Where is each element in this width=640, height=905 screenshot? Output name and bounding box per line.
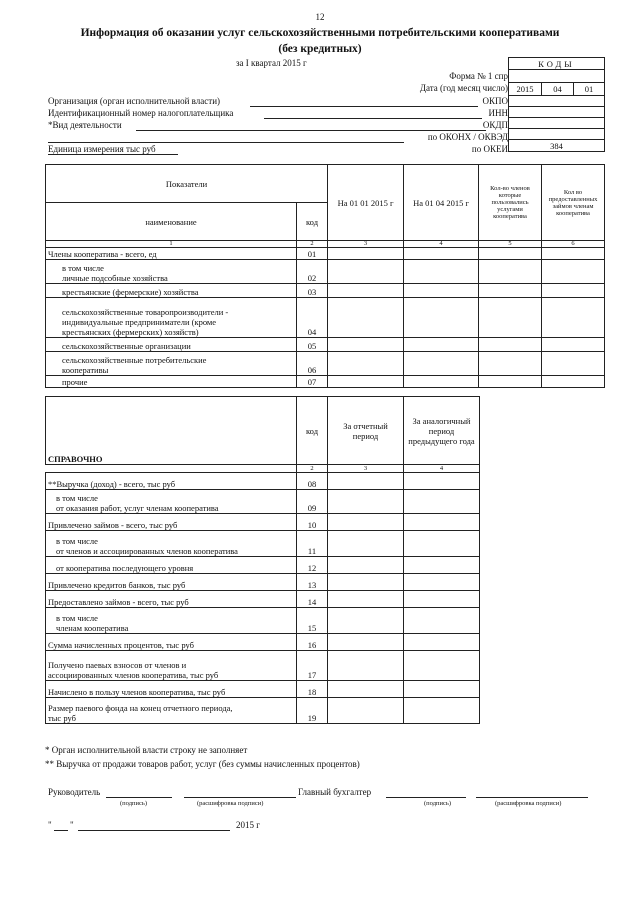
value-cell[interactable] [404, 591, 480, 608]
table-row [46, 473, 480, 490]
head-signature-line[interactable] [106, 797, 172, 798]
row-code: 13 [297, 574, 328, 591]
value-cell[interactable] [479, 284, 542, 298]
value-cell[interactable] [404, 284, 479, 298]
row-name-cont: крестьянских (фермерских) хозяйств) [62, 327, 199, 337]
table-row [46, 591, 480, 608]
row-code: 03 [297, 284, 328, 298]
row-name: Сумма начисленных процентов, тыс руб [46, 634, 297, 651]
value-cell[interactable] [328, 376, 404, 388]
date-quote-close: " [70, 820, 74, 830]
value-cell[interactable] [479, 352, 542, 376]
accountant-signature-line[interactable] [386, 797, 466, 798]
value-cell[interactable] [328, 260, 404, 284]
row-name: **Выручка (доход) - всего, тыс руб [46, 473, 297, 490]
accountant-name-line[interactable] [476, 797, 588, 798]
page-number: 12 [315, 12, 325, 22]
inn-cell[interactable] [509, 107, 605, 118]
members-table [45, 164, 605, 388]
table-row [46, 698, 480, 724]
header-code: код [297, 397, 328, 465]
row-code: 17 [297, 651, 328, 681]
inn-code-label: ИНН [488, 108, 508, 118]
value-cell[interactable] [404, 376, 479, 388]
row-name-cont: членам кооператива [56, 623, 129, 633]
value-cell[interactable] [404, 473, 480, 490]
value-cell[interactable] [328, 531, 404, 557]
value-cell[interactable] [404, 608, 480, 634]
header-name: наименование [46, 203, 297, 241]
table-row [46, 681, 480, 698]
footnote-2: ** Выручка от продажи товаров работ, услуг (без суммы начисленных процентов) [45, 759, 360, 769]
footnote-1: * Орган исполнительной власти строку не заполняет [45, 745, 248, 755]
header-code: код [297, 203, 328, 241]
row-code: 18 [297, 681, 328, 698]
row-code: 08 [297, 473, 328, 490]
table-row [46, 260, 605, 284]
value-cell[interactable] [542, 376, 605, 388]
row-name: Члены кооператива - всего, ед [46, 248, 297, 260]
table-row [46, 531, 480, 557]
row-code: 12 [297, 557, 328, 574]
row-code: 11 [297, 531, 328, 557]
col-num: 4 [404, 241, 479, 248]
row-name: Размер паевого фонда на конец отчетного периода, [48, 703, 233, 713]
header-prev-period: За аналогичный период предыдущего года [404, 397, 480, 465]
sign-caption: (подпись) [120, 800, 147, 807]
reference-table [45, 396, 480, 724]
header-reference: СПРАВОЧНО [46, 397, 297, 465]
value-cell[interactable] [328, 574, 404, 591]
head-name-line[interactable] [184, 797, 296, 798]
col-num: 2 [297, 465, 328, 473]
value-cell[interactable] [328, 352, 404, 376]
row-code: 06 [297, 352, 328, 376]
row-name: сельскохозяйственные товаропроизводители - [62, 307, 229, 317]
value-cell[interactable] [404, 698, 480, 724]
value-cell[interactable] [328, 698, 404, 724]
value-cell[interactable] [479, 248, 542, 260]
value-cell[interactable] [328, 651, 404, 681]
table-row [46, 557, 480, 574]
row-name-cont: личные подсобные хозяйства [62, 273, 168, 283]
row-name: крестьянские (фермерские) хозяйства [46, 284, 297, 298]
table-row [46, 608, 480, 634]
header-loans-count: Кол во предоставленных займов членам кооператива [542, 165, 605, 241]
date-year-label: 2015 г [236, 820, 260, 830]
value-cell[interactable] [404, 338, 479, 352]
col-num: 3 [328, 241, 404, 248]
row-code: 09 [297, 490, 328, 514]
value-cell[interactable] [479, 260, 542, 284]
row-name: сельскохозяйственные потребительские [62, 355, 207, 365]
header-date1: На 01 01 2015 г [328, 165, 404, 241]
decode-caption: (расшифровка подписи) [495, 800, 562, 807]
table-row [46, 352, 605, 376]
head-label: Руководитель [48, 787, 101, 797]
value-cell[interactable] [328, 634, 404, 651]
row-name: в том числе [62, 263, 104, 273]
value-cell[interactable] [542, 352, 605, 376]
value-cell[interactable] [328, 298, 404, 338]
value-cell[interactable] [479, 376, 542, 388]
row-code: 02 [297, 260, 328, 284]
value-cell[interactable] [542, 298, 605, 338]
col-num: 3 [328, 465, 404, 473]
date-label: Дата (год месяц число) [419, 83, 508, 93]
chief-accountant-label: Главный бухгалтер [298, 787, 372, 797]
row-code: 19 [297, 698, 328, 724]
row-name: Предоставлено займов - всего, тыс руб [46, 591, 297, 608]
value-cell[interactable] [404, 557, 480, 574]
row-name-cont: индивидуальные предприниматели (кроме [62, 317, 217, 327]
value-cell[interactable] [328, 681, 404, 698]
value-cell[interactable] [328, 608, 404, 634]
decode-caption: (расшифровка подписи) [197, 800, 264, 807]
value-cell[interactable] [328, 284, 404, 298]
okpo-cell[interactable] [509, 96, 605, 107]
col-num: 4 [404, 465, 480, 473]
value-cell[interactable] [479, 338, 542, 352]
row-code: 07 [297, 376, 328, 388]
row-name: сельскохозяйственные организации [46, 338, 297, 352]
okei-cell[interactable]: 384 [509, 140, 605, 152]
value-cell[interactable] [404, 531, 480, 557]
row-code: 16 [297, 634, 328, 651]
table-row [46, 338, 605, 352]
header-members-used: Кол-во членов которые пользовались услугами кооператива [479, 165, 542, 241]
value-cell[interactable] [404, 574, 480, 591]
row-code: 04 [297, 298, 328, 338]
row-name: Привлечено займов - всего, тыс руб [46, 514, 297, 531]
activity-label: *Вид деятельности [48, 120, 122, 130]
value-cell[interactable] [404, 260, 479, 284]
value-cell[interactable] [404, 634, 480, 651]
row-code: 14 [297, 591, 328, 608]
okpo-label: ОКПО [482, 96, 508, 106]
date-month-line[interactable] [78, 830, 230, 831]
okonh-label: по ОКОНХ / ОКВЭД [427, 132, 508, 142]
value-cell[interactable] [328, 591, 404, 608]
codes-header: КОДЫ [509, 58, 605, 70]
org-label: Организация (орган исполнительной власти) [48, 96, 221, 106]
okdp-label: ОКДП [482, 120, 508, 130]
value-cell[interactable] [404, 352, 479, 376]
okdp-cell[interactable] [509, 118, 605, 129]
table-row [46, 634, 480, 651]
okonh-cell[interactable] [509, 129, 605, 140]
row-name: в том числе [56, 536, 98, 546]
inn-label: Идентификационный номер налогоплательщика [48, 108, 234, 118]
value-cell[interactable] [328, 473, 404, 490]
value-cell[interactable] [328, 490, 404, 514]
value-cell[interactable] [328, 338, 404, 352]
row-name-cont: тыс руб [48, 713, 76, 723]
date-quote-open: " [48, 820, 52, 830]
table-row [46, 298, 605, 338]
form-code-cell[interactable] [509, 70, 605, 83]
row-code: 05 [297, 338, 328, 352]
value-cell[interactable] [542, 338, 605, 352]
sign-caption: (подпись) [424, 800, 451, 807]
date-year-cell[interactable]: 2015 [509, 83, 542, 96]
row-name: Привлечено кредитов банков, тыс руб [46, 574, 297, 591]
col-num: 6 [542, 241, 605, 248]
table-row [46, 376, 605, 388]
row-name: от кооператива последующего уровня [46, 557, 297, 574]
table-row [46, 574, 480, 591]
value-cell[interactable] [404, 514, 480, 531]
value-cell[interactable] [328, 514, 404, 531]
header-period: За отчетный период [328, 397, 404, 465]
row-name-cont: от оказания работ, услуг членам кооператива [56, 503, 219, 513]
table-row [46, 651, 480, 681]
table-row [46, 284, 605, 298]
col-num: 1 [46, 241, 297, 248]
value-cell[interactable] [542, 248, 605, 260]
period-label: за I квартал 2015 г [236, 58, 307, 68]
value-cell[interactable] [404, 248, 479, 260]
row-name-cont: кооперативы [62, 365, 109, 375]
header-date2: На 01 04 2015 г [404, 165, 479, 241]
row-name-cont: ассоциированных членов кооператива, тыс руб [48, 670, 219, 680]
row-code: 10 [297, 514, 328, 531]
row-name: прочие [46, 376, 297, 388]
row-name: в том числе [56, 493, 98, 503]
form-title: Информация об оказании услуг сельскохозяйственными потребительскими кооперативами [80, 27, 560, 39]
form-subtitle: (без кредитных) [278, 43, 362, 55]
col-num: 5 [479, 241, 542, 248]
value-cell[interactable] [404, 490, 480, 514]
value-cell[interactable] [542, 284, 605, 298]
row-name: Начислено в пользу членов кооператива, тыс руб [46, 681, 297, 698]
row-code: 01 [297, 248, 328, 260]
form-label: Форма № 1 спр [449, 71, 508, 81]
value-cell[interactable] [328, 557, 404, 574]
date-day-line[interactable] [54, 830, 68, 831]
col-num: 2 [297, 241, 328, 248]
row-name-cont: от членов и ассоциированных членов кооператива [56, 546, 238, 556]
table-row [46, 490, 480, 514]
row-code: 15 [297, 608, 328, 634]
table-row [46, 514, 480, 531]
okei-label: по ОКЕИ [471, 144, 508, 154]
codes-table [508, 57, 605, 152]
header-indicators: Показатели [46, 165, 328, 203]
value-cell[interactable] [328, 248, 404, 260]
table-row [46, 248, 605, 260]
value-cell[interactable] [404, 651, 480, 681]
unit-label: Единица измерения тыс руб [48, 144, 156, 154]
value-cell[interactable] [542, 260, 605, 284]
value-cell[interactable] [479, 298, 542, 338]
value-cell[interactable] [404, 681, 480, 698]
date-month-cell[interactable]: 04 [542, 83, 574, 96]
value-cell[interactable] [404, 298, 479, 338]
row-name: Получено паевых взносов от членов и [48, 660, 187, 670]
date-day-cell[interactable]: 01 [574, 83, 605, 96]
row-name: в том числе [56, 613, 98, 623]
